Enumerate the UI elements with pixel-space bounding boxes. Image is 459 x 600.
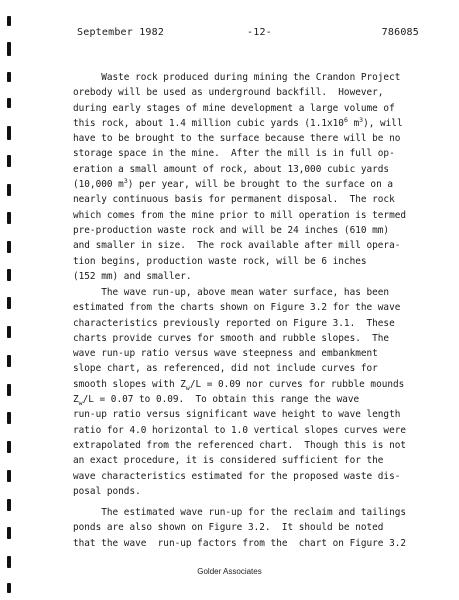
text-line: this rock, about 1.4 million cubic yards ($1.1x10^6$ $m^3$), will <box>73 115 403 129</box>
binder-hole <box>7 212 11 224</box>
text-line: wave characteristics estimated for the proposed waste dis- <box>73 470 401 482</box>
text-line: and smaller in size. The rock available after mill opera- <box>73 240 401 252</box>
text-line: (10,000 $m^3$) per year, will be brought to the surface on a <box>73 176 394 191</box>
text-line: wave run-up ratio versus wave steepness and embankment <box>73 348 378 360</box>
header-page-number: -12- <box>247 27 272 38</box>
text-line: orebody will be used as underground backfill. However, <box>73 87 384 99</box>
binder-hole <box>7 499 11 511</box>
binder-hole <box>7 326 11 338</box>
binder-hole <box>7 527 11 539</box>
text-line: (152 mm) and smaller. <box>73 270 192 282</box>
binder-hole <box>7 126 11 140</box>
text-line: The wave run-up, above mean water surface, has been <box>73 287 390 298</box>
binder-hole <box>7 184 11 196</box>
text-line: Waste rock produced during mining the Crandon Project <box>73 72 401 83</box>
binder-hole <box>7 269 11 281</box>
binder-hole <box>7 583 11 593</box>
text-line: ponds are also shown on Figure 3.2. It should be noted <box>73 522 384 534</box>
binder-hole <box>7 98 11 108</box>
binder-hole <box>7 155 11 167</box>
binder-hole <box>7 16 11 26</box>
text-line: tion begins, production waste rock, will be 6 inches <box>73 255 367 267</box>
text-line: run-up ratio versus significant wave height to wave length <box>73 409 401 421</box>
text-line: extrapolated from the referenced chart. Though this is not <box>73 439 407 451</box>
text-line: characteristics previously reported on Figure 3.1. These <box>73 317 395 329</box>
text-line: that the wave run-up factors from the chart on Figure 3.2 <box>73 537 407 549</box>
text-line: slope chart, as referenced, did not include curves for <box>73 363 378 375</box>
header-document-number: 786085 <box>381 27 419 38</box>
footer-company-name: Golder Associates <box>197 567 262 576</box>
text-line: $Z_w/L = 0.07$ to 0.09. To obtain this range the wave <box>73 394 360 407</box>
text-line: nearly continuous basis for permanent disposal. The rock <box>73 194 395 206</box>
text-line: an exact procedure, it is considered sufficient for the <box>73 455 384 467</box>
text-line: estimated from the charts shown on Figure 3.2 for the wave <box>73 302 401 314</box>
binder-hole <box>7 355 11 367</box>
binder-hole <box>7 72 11 82</box>
text-line: The estimated wave run-up for the reclaim and tailings <box>73 507 407 518</box>
binder-hole <box>7 42 11 56</box>
page-header <box>77 27 419 41</box>
text-line: pre-production waste rock and will be 24 inches (610 mm) <box>73 224 390 236</box>
binder-hole <box>7 384 11 396</box>
text-line: during early stages of mine development a large volume of <box>73 102 395 114</box>
text-line: smooth slopes with $Z_w/L = 0.09$ nor curves for rubble mounds <box>73 378 405 392</box>
text-line: eration a small amount of rock, about 13,000 cubic yards <box>73 163 390 175</box>
text-line: posal ponds. <box>73 485 141 497</box>
binder-hole <box>7 241 11 253</box>
binder-hole <box>7 297 11 309</box>
text-line: have to be brought to the surface because there will be no <box>73 133 401 145</box>
binder-hole-strip <box>7 0 13 600</box>
paragraph-waste-rock <box>73 70 427 284</box>
binder-hole <box>7 412 11 424</box>
header-date: September 1982 <box>77 27 165 38</box>
text-line: ratio for 4.0 horizontal to 1.0 vertical slopes curves were <box>73 424 407 436</box>
paragraph-estimated-run-up <box>73 505 427 551</box>
binder-hole <box>7 441 11 453</box>
text-line: storage space in the mine. After the mill is in full op- <box>73 148 395 160</box>
binder-hole <box>7 470 11 482</box>
paragraph-wave-run-up <box>73 285 427 499</box>
text-line: which comes from the mine prior to mill operation is termed <box>73 209 407 221</box>
text-line: charts provide curves for smooth and rubble slopes. The <box>73 332 390 344</box>
